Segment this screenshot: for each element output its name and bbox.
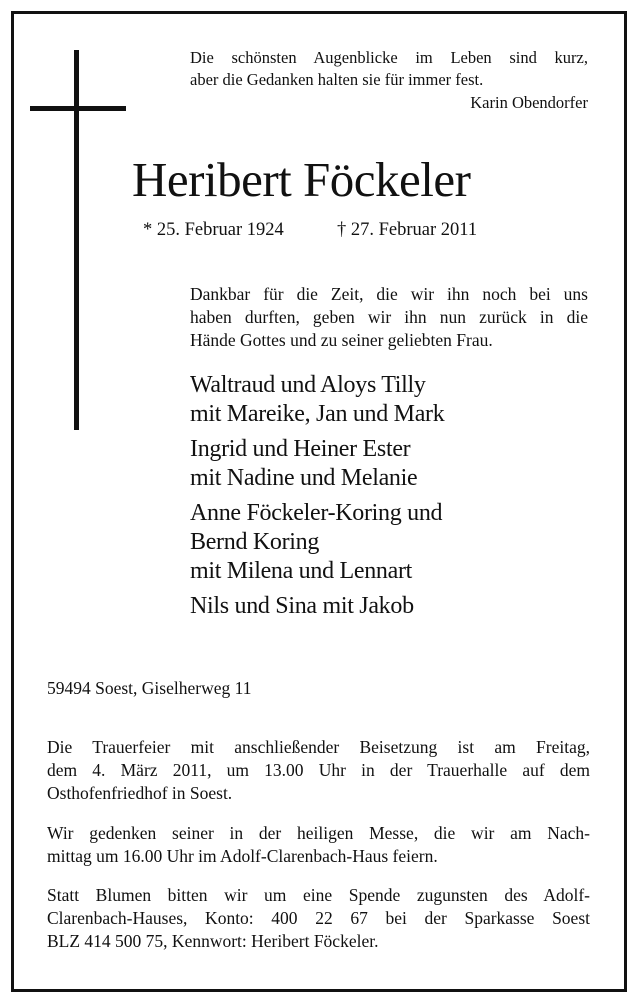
death-date: † 27. Februar 2011: [337, 220, 478, 240]
paragraph-line: BLZ 414 500 75, Kennwort: Heribert Föckeler.: [47, 931, 379, 951]
paragraph-line: Die Trauerfeier mit anschließender Beisetzung ist am Freitag,: [47, 737, 590, 757]
family-line: Ingrid und Heiner Ester: [190, 436, 411, 462]
family-line: Bernd Koring: [190, 529, 320, 555]
family-line: Nils und Sina mit Jakob: [190, 593, 414, 619]
paragraph-line: dem 4. März 2011, um 13.00 Uhr in der Trauerhalle auf dem: [47, 760, 590, 780]
family-group: [190, 592, 590, 621]
deceased-name: Heribert Föckeler: [132, 152, 471, 207]
family-line: mit Milena und Lennart: [190, 558, 413, 584]
paragraph-line: Wir gedenken seiner in der heiligen Messe, die wir am Nach-: [47, 823, 590, 843]
donation-paragraph: [47, 884, 590, 953]
paragraph-line: Clarenbach-Hauses, Konto: 400 22 67 bei der Sparkasse Soest: [47, 908, 590, 928]
thanks-text: [190, 283, 588, 352]
paragraph-line: mittag um 16.00 Uhr im Adolf-Clarenbach-Haus feiern.: [47, 846, 438, 866]
birth-date: * 25. Februar 1924: [143, 220, 284, 240]
family-line: mit Nadine und Melanie: [190, 465, 418, 491]
paragraph-line: Osthofenfriedhof in Soest.: [47, 783, 233, 803]
family-list: [190, 371, 590, 627]
address: 59494 Soest, Giselherweg 11: [47, 678, 252, 698]
family-line: Waltraud und Aloys Tilly: [190, 372, 426, 398]
family-line: Anne Föckeler-Koring und: [190, 500, 443, 526]
thanks-line: haben durften, geben wir ihn nun zurück in die: [190, 307, 588, 327]
quote-line: Die schönsten Augenblicke im Leben sind kurz,: [190, 48, 588, 67]
thanks-line: Hände Gottes und zu seiner geliebten Frau.: [190, 330, 493, 350]
family-group: [190, 435, 590, 493]
cross-icon-horizontal: [30, 106, 126, 111]
family-group: [190, 371, 590, 429]
funeral-paragraph: [47, 736, 590, 805]
mass-paragraph: [47, 822, 590, 868]
quote-author: Karin Obendorfer: [470, 93, 588, 112]
quote: [190, 47, 588, 91]
paragraph-line: Statt Blumen bitten wir um eine Spende zugunsten des Adolf-: [47, 885, 590, 905]
thanks-line: Dankbar für die Zeit, die wir ihn noch bei uns: [190, 284, 588, 304]
quote-line: aber die Gedanken halten sie für immer fest.: [190, 70, 484, 89]
family-group: [190, 499, 590, 586]
family-line: mit Mareike, Jan und Mark: [190, 401, 445, 427]
